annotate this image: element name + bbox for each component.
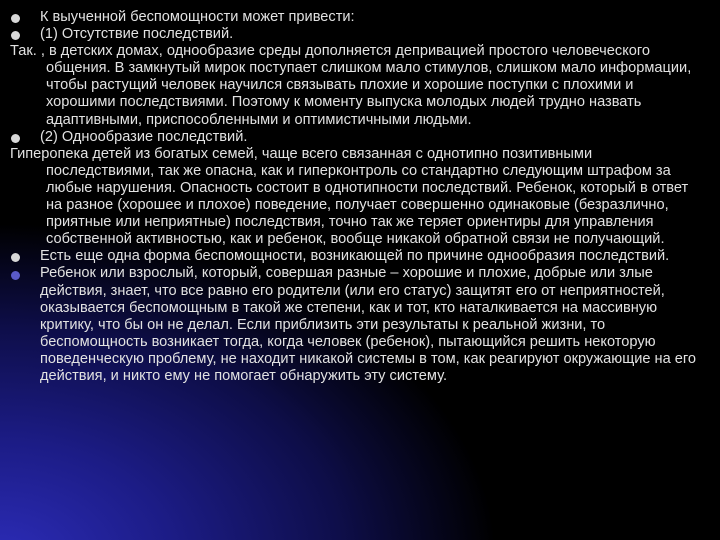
paragraph-overprotection	[10, 146, 702, 249]
bullet-item-no-consequences	[10, 26, 702, 43]
bullet-item-uniform-consequences	[10, 129, 702, 146]
paragraph-text: Гиперопека детей из богатых семей, чаще всего связанная с однотипно позитивными последствиями, так же опасна, как и гиперконтроль со стандартно следующим штрафом за любые нарушения. Опасность состоит в однотипности последствий. Ребенок, который в ответ на разное (хорошее и плохое) поведение, получает совершенно одинаковые (безразлично, приятные или неприятные) последствия, точно так же теряет ориентиры для управления собственной активностью, как и ребенок, вообще никакой обратной связи не получающий.	[10, 145, 689, 248]
bullet-dot-shadow-icon	[11, 271, 20, 280]
slide-text-body	[10, 9, 702, 385]
paragraph-orphanages	[10, 43, 702, 128]
bullet-dot-icon	[11, 14, 20, 23]
bullet-dot-icon	[11, 253, 20, 262]
bullet-text: К выученной беспомощности может привести:	[40, 9, 355, 25]
bullet-text: Есть еще одна форма беспомощности, возникающей по причине однообразия последствий. Ребенок или взрослый, который, совершая разные – хорошие и плохие, добрые или злые действия, знает, что все равно его родители (или его статус) защитят его от неприятностей, оказывается беспомощным в такой же степени, как и тот, кто наталкивается на массивную критику, что бы он не делал. Если приблизить эти результаты к реальной жизни, то беспомощность возникает тогда, когда человек (ребенок), пытающийся решить некоторую поведенческую проблему, не находит никакой системы в том, как реагируют окружающие на его действия, и никто ему не помогает обнаружить эту систему.	[40, 248, 696, 384]
bullet-text: (1) Отсутствие последствий.	[40, 26, 234, 43]
bullet-dot-icon	[11, 31, 20, 40]
bullet-item-another-form	[10, 248, 702, 385]
paragraph-text: Так. , в детских домах, однообразие среды дополняется депривацией простого человеческого общения. В замкнутый мирок поступает слишком мало стимулов, слишком мало информации, чтобы растущий человек научился связывать плохие и хорошие поступки с плохими и хорошими последствиями. Поэтому к моменту выпуска молодых людей трудно назвать адаптивными, приспособленными и оптимистичными людьми.	[10, 43, 692, 128]
bullet-text: (2) Однообразие последствий.	[40, 128, 248, 145]
bullet-item-intro	[10, 9, 702, 26]
bullet-dot-icon	[11, 134, 20, 143]
